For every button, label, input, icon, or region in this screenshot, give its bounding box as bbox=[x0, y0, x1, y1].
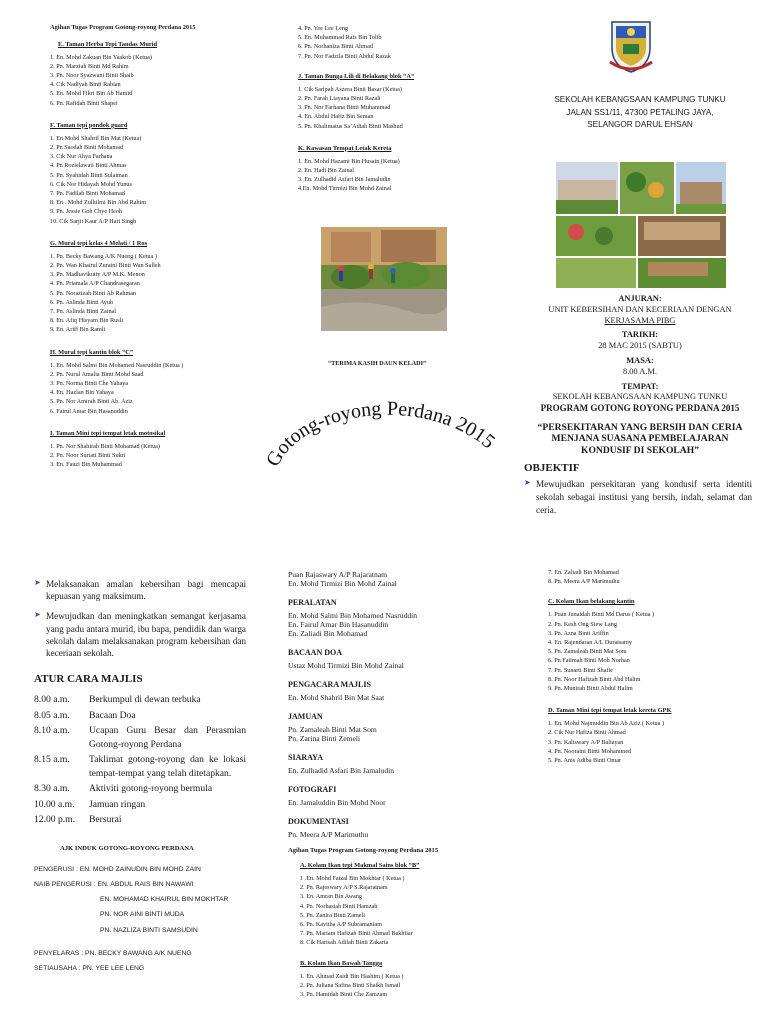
ajk-role: PENYELARAS bbox=[34, 949, 80, 957]
schedule-row bbox=[34, 709, 246, 723]
ajk-role: PENGERUSI bbox=[34, 865, 75, 873]
list-item: 8. Pn. Noor Hafizah Binti Abd Halim bbox=[548, 675, 641, 683]
ajk-role: NAIB PENGERUSI bbox=[34, 880, 92, 888]
schedule-desc: Jamuan ringan bbox=[89, 798, 146, 810]
list-item: 4. Pn. Nooraini Binti Mohammed bbox=[548, 747, 632, 755]
list-item: 2. Pn. Wan Khairul Zuraini Binti Wan Salleh bbox=[50, 262, 161, 270]
panel-bottom-middle bbox=[288, 570, 508, 1024]
list-item: 3. Pn. Kaliswary A/P Baliayan bbox=[548, 738, 624, 746]
schedule-desc: Bacaan Doa bbox=[89, 709, 136, 721]
committee-member: Pn. Meera A/P Marimuthu bbox=[288, 830, 369, 839]
schedule-row bbox=[34, 782, 246, 796]
list-item: 2. Pn. Juliana Safina Binti Shaikh Ismail bbox=[300, 981, 401, 989]
schedule-time: 8.10 a.m. bbox=[34, 725, 70, 737]
garden-photo-image bbox=[321, 227, 447, 331]
ajk-name: EN. MOHAMAD KHAIRUL BIN MOKHTAR bbox=[100, 896, 229, 904]
list-item: 1. Cik Saripah Aszera Binti Basar (Ketua) bbox=[298, 85, 402, 93]
section-heading: E. Taman Herba Tepi Tandas Murid bbox=[58, 40, 158, 48]
agihan-title-2: Agihan Tugas Program Gotong-royong Perdana 2015 bbox=[288, 847, 439, 854]
ajk-role: SETIAUSAHA bbox=[34, 964, 77, 972]
schedule-row bbox=[34, 753, 246, 780]
list-item: 3. Cik Nur Ahya Farhana bbox=[50, 153, 113, 161]
list-item: 1. Pn. Becky Bawang A/K Nueng ( Ketua ) bbox=[50, 252, 157, 260]
top-name-1: Puan Rajaswary A/P Rajaratnam bbox=[288, 570, 388, 579]
event-details bbox=[520, 294, 760, 456]
objektif-heading: OBJEKTIF bbox=[524, 462, 580, 474]
task-section bbox=[300, 862, 508, 948]
list-item: 9. Pn. Munirah Binti Abdul Halim bbox=[548, 685, 633, 693]
schedule-desc: Aktiviti gotong-royong bermula bbox=[89, 783, 213, 795]
schedule-desc: Berkumpul di dewan terbuka bbox=[89, 694, 201, 706]
schedule-desc: Taklimat gotong-royong dan ke lokasi tempat-tempat yang telah ditetapkan. bbox=[89, 754, 246, 779]
schedule-time: 8.15 a.m. bbox=[34, 754, 70, 766]
member-list bbox=[50, 134, 276, 226]
ajk-name: : PN. BECKY BAWANG A/K NUENG bbox=[81, 949, 192, 957]
schedule-row bbox=[34, 813, 246, 827]
committee-group bbox=[288, 598, 508, 638]
task-section bbox=[50, 430, 276, 470]
list-item: 1 .En. Mohd Faizal Bin Mokhtar ( Ketua ) bbox=[300, 875, 405, 882]
member-list bbox=[298, 157, 498, 194]
anjuran-label: ANJURAN: bbox=[618, 294, 662, 303]
task-section bbox=[50, 349, 276, 416]
list-item: 5. En. Mohd Fikri Bin Ab Hamid bbox=[50, 90, 133, 98]
list-item: 8. Pn. Meera A/P Marimuthu bbox=[548, 578, 620, 586]
member-list bbox=[50, 53, 276, 108]
list-item: 7. Pn. Fadilah Binti Mohamad bbox=[50, 190, 125, 198]
member-list bbox=[300, 874, 508, 948]
list-item: 1. En. Mohd Zakuan Bin Yaakob (Ketua) bbox=[50, 53, 152, 61]
list-item: 2. Pn Saodah Binti Mohamad bbox=[50, 144, 124, 152]
member-list bbox=[548, 719, 760, 765]
panel-bottom-right bbox=[548, 568, 760, 968]
p6-top-list bbox=[548, 568, 760, 586]
slogan bbox=[520, 422, 760, 457]
top-name-2: En. Mohd Tirmizi Bin Mohd Zainal bbox=[288, 579, 397, 588]
list-item: 2. Pn. Kesh Ong Siew Lang bbox=[548, 620, 617, 628]
committee-label: PERALATAN bbox=[288, 598, 337, 607]
list-item: 3. Pn. Madhavikutty A/P M.K. Menon bbox=[50, 271, 145, 279]
p1-sections bbox=[48, 41, 276, 470]
task-section bbox=[50, 41, 276, 108]
ajk-row bbox=[34, 923, 246, 938]
school-state: SELANGOR DARUL EHSAN bbox=[587, 120, 693, 129]
list-item: 3. Pn. Azna Binti Ariffin bbox=[548, 629, 609, 637]
list-item: 7. En. Zaliadi Bin Mohamad bbox=[548, 569, 619, 576]
tempat-value: SEKOLAH KEBANGSAAN KAMPUNG TUNKU bbox=[552, 392, 728, 402]
objektif-item-2 bbox=[34, 578, 246, 602]
task-section bbox=[298, 145, 498, 194]
thanks-caption: “TERIMA KASIH DAUN KELADI” bbox=[328, 360, 427, 367]
member-list bbox=[50, 442, 276, 470]
slogan-line-3: KONDUSIF DI SEKOLAH” bbox=[581, 444, 699, 456]
ajk-name: : PN. YEE LEE LENG bbox=[78, 964, 145, 972]
list-item: 7. Pn. Nor Fadzila Binti Abdul Razak bbox=[298, 52, 391, 60]
committee-label: FOTOGRAFI bbox=[288, 785, 337, 794]
committee-label: PENGACARA MAJLIS bbox=[288, 680, 371, 689]
list-item: 2. En. Hadi Bin Zainal bbox=[298, 167, 355, 175]
panel-top-right bbox=[520, 18, 760, 538]
committee-member: Pn. Zarina Binti Zemeli bbox=[288, 734, 361, 743]
list-item: 10. Cik Sarjit Kaur A/P Hari Singh bbox=[50, 217, 137, 225]
objektif-text-2: Melaksanakan amalan kebersihan bagi mencapai kepuasan yang maksimum. bbox=[46, 579, 246, 602]
committee-member: Ustaz Mohd Tirmizi Bin Mohd Zainal bbox=[288, 661, 404, 670]
bullet-arrow-icon: ➤ bbox=[34, 610, 41, 620]
arched-title bbox=[262, 398, 502, 478]
committee-group bbox=[288, 648, 508, 670]
committee-member: En. Mohd Shahril Bin Mat Saat bbox=[288, 693, 385, 702]
task-section bbox=[298, 73, 498, 131]
list-item: 1. Pn. Nor Shahirah Binti Mohamad (Ketua) bbox=[50, 442, 160, 450]
tarikh-value: 28 MAC 2015 (SABTU) bbox=[598, 341, 682, 351]
list-item: 6. Pn Fatimah Binti Moh Norhan bbox=[548, 657, 630, 665]
masa-label: MASA: bbox=[626, 355, 654, 365]
list-item: 3. Pn. Norma Binti Che Yahaya bbox=[50, 380, 129, 388]
slogan-line-2: MENJANA SUASANA PEMBELAJARAN bbox=[551, 433, 729, 445]
ajk-row bbox=[34, 907, 246, 922]
list-item: 6. Cik Nor Hidayah Mohd Yunus bbox=[50, 180, 132, 188]
section-heading: K. Kawasan Tempat Letak Kereta bbox=[298, 144, 392, 152]
ajk-row bbox=[34, 862, 246, 877]
committee-member: En. Zaliadi Bin Mohamad bbox=[288, 629, 368, 638]
list-item: 3. En. Zulhadid Asfari Bin Jamaludin bbox=[298, 176, 391, 184]
school-name: SEKOLAH KEBANGSAAN KAMPUNG TUNKU bbox=[554, 95, 726, 104]
p5-groups bbox=[288, 598, 508, 839]
list-item: 3. En. Fauzi Bin Muhammad bbox=[50, 461, 122, 469]
bullet-arrow-icon: ➤ bbox=[524, 478, 531, 487]
schedule-desc: Bersurai bbox=[89, 814, 122, 826]
list-item: 5. Pn. Zanira Binti Zameli bbox=[300, 911, 365, 919]
list-item: 6. Pn. Aslinda Binti Ayub bbox=[50, 298, 114, 306]
list-item: 8. En . Mohd Zulhilmi Bin Abd Rahim bbox=[50, 199, 147, 207]
list-item: 4. Pn. Yee Lee Leng bbox=[298, 25, 349, 32]
list-item: 6. Pn. Kavitha A/P Subramaniam bbox=[300, 921, 382, 929]
atur-cara-heading: ATUR CARA MAJLIS bbox=[34, 673, 143, 686]
committee-group bbox=[288, 712, 508, 743]
school-address bbox=[520, 94, 760, 132]
section-heading: F. Taman tepi pondok guard bbox=[50, 121, 128, 129]
schedule-time: 10.00 a.m. bbox=[34, 798, 75, 810]
list-item: 5. Pn. Anis Adiba Binti Omar bbox=[548, 757, 622, 765]
objektif-item-1 bbox=[524, 478, 752, 516]
list-item: 2. Pn. Nurul Amalia Binti Mohd Saad bbox=[50, 370, 144, 378]
section-heading: D. Taman Mini tepi tempat letak kereta GPK bbox=[548, 707, 672, 715]
committee-label: DOKUMENTASI bbox=[288, 817, 349, 826]
member-list bbox=[50, 252, 276, 335]
schedule-row bbox=[34, 798, 246, 812]
list-item: 9. Pn. Jessie Goh Chye Heoh bbox=[50, 208, 123, 216]
list-item: 5. Pn. Zamaleah Binti Mat Som bbox=[548, 648, 627, 656]
task-section bbox=[50, 122, 276, 226]
list-item: 6. Pn. Norhaniza Binti Ahmad bbox=[298, 43, 373, 51]
program-title: PROGRAM GOTONG ROYONG PERDANA 2015 bbox=[540, 403, 740, 414]
section-heading: J. Taman Bunga Lili di Belakang blok “A” bbox=[298, 72, 415, 80]
objektif-text-1: Mewujudkan persekitaran yang kondusif serta identiti sekolah sebagai institusi yang bersih, indah, selamat dan ceria. bbox=[536, 479, 752, 515]
list-item: 4. En. Hazlan Bin Yahaya bbox=[50, 389, 114, 397]
list-item: 3. Pn. Hamidah Binti Che Zamzam bbox=[300, 991, 388, 999]
list-item: 9. En. Ariff Bin Ramli bbox=[50, 326, 106, 334]
ajk-name: : EN. ABDUL RAIS BIN NAWAWI bbox=[93, 880, 194, 888]
task-section bbox=[548, 598, 760, 693]
committee-label: JAMUAN bbox=[288, 712, 323, 721]
ajk-name: : EN. MOHD ZAINUDIN BIN MOHD ZAIN bbox=[75, 865, 201, 873]
list-item: 6. Fairul Amar Bin Hasanuddin bbox=[50, 407, 128, 415]
school-crest-icon bbox=[608, 18, 654, 74]
list-item: 5. Pn. Norazizah Binti Ab Rahman bbox=[50, 289, 137, 297]
tempat-label: TEMPAT: bbox=[621, 381, 659, 391]
member-list bbox=[548, 610, 760, 693]
committee-member: En. Mohd Salmi Bin Mohamed Nasruddin bbox=[288, 611, 418, 620]
anjuran-line-2: KERJASAMA PIBG bbox=[604, 315, 676, 325]
list-item: 1. En. Mohd Hazami Bin Husain (Ketua) bbox=[298, 157, 400, 165]
ajk-row bbox=[34, 892, 246, 907]
committee-member: En. Jamaluddin Bin Mohd Noor bbox=[288, 798, 386, 807]
list-item: 1. En. Mohd Salmi Bin Mohamed Nasruddin (Ketua ) bbox=[50, 361, 184, 369]
section-heading: B. Kolam Ikan Bawah Tangga bbox=[300, 959, 383, 967]
school-street: JALAN SS1/11, 47300 PETALING JAYA, bbox=[566, 107, 714, 117]
panel-top-left bbox=[48, 24, 276, 524]
member-list bbox=[50, 361, 276, 416]
list-item: 4. Cik Nadiyah Binti Rabian bbox=[50, 81, 121, 89]
committee-group bbox=[288, 817, 508, 839]
list-item: 5. En. Muhammad Rais Bin Tolib bbox=[298, 34, 382, 42]
list-item: 6. Pn. Rafidah Binti Shapei bbox=[50, 99, 118, 107]
section-heading: G. Mural tepi kelas 4 Melati / 1 Ros bbox=[50, 239, 148, 247]
section-heading: A. Kolam Ikan tepi Makmal Sains blok “B” bbox=[300, 862, 420, 869]
list-item: 4. Pn. Priamala A/P Chandrasegaran bbox=[50, 280, 140, 288]
p5-sections bbox=[300, 862, 508, 999]
anjuran-line-1: UNIT KEBERSIHAN DAN KECERIAAN DENGAN bbox=[548, 304, 732, 314]
committee-group bbox=[288, 785, 508, 807]
list-item: 2. Pn. Marziah Binti Md Rahim bbox=[50, 62, 129, 70]
ajk-row bbox=[34, 946, 246, 961]
list-item: 1. Puan Junaidah Binti Md Darus ( Ketua ) bbox=[548, 611, 655, 619]
list-item: 2. Pn. Noor Suriati Binti Sukri bbox=[50, 452, 126, 460]
masa-value: 8.00 A.M. bbox=[623, 366, 657, 376]
slogan-line-1: “PERSEKITARAN YANG BERSIH DAN CERIA bbox=[537, 421, 743, 433]
ajk-name: PN. NOR AINI BINTI MUDA bbox=[100, 911, 185, 919]
p2-sections bbox=[298, 73, 498, 194]
objektif-item-3 bbox=[34, 610, 246, 659]
schedule-time: 12.00 p.m. bbox=[34, 814, 76, 826]
list-item: 3. Pn. Noor Syazwani Binti Shaib bbox=[50, 72, 134, 79]
list-item: 5. Pn. Syahidah Binti Sulaiman bbox=[50, 171, 128, 179]
committee-group bbox=[288, 680, 508, 702]
committee-member: Pn. Zamaleah Binti Mat Som bbox=[288, 725, 377, 734]
list-item: 8. En. Afiq Hisyam Bin Rusli bbox=[50, 317, 124, 325]
arched-title-path: Gotong-royong Perdana 2015 bbox=[262, 398, 500, 471]
list-item: 1. En. Mohd Najmuddin Bin Ab Aziz ( Ketua ) bbox=[548, 720, 664, 728]
committee-label: BACAAN DOA bbox=[288, 648, 342, 657]
garden-photo bbox=[321, 227, 447, 331]
list-item: 3. En. Amran Bin Awang bbox=[300, 893, 362, 901]
schedule-time: 8.00 a.m. bbox=[34, 694, 70, 706]
list-item: 8. Cik Harisah Adilah Binti Zakaria bbox=[300, 939, 389, 947]
schedule-time: 8.30 a.m. bbox=[34, 783, 70, 795]
arched-title-text bbox=[262, 398, 499, 470]
member-list bbox=[298, 85, 498, 131]
list-item: 2. Pn. Farah Liayana Binti Razali bbox=[298, 95, 381, 103]
p6-sections bbox=[548, 598, 760, 765]
panel-bottom-left bbox=[34, 578, 246, 1024]
schedule-row bbox=[34, 693, 246, 707]
schedule-row bbox=[34, 724, 246, 751]
list-item: 4. Pn. Norhasiah Binti Hamzah bbox=[300, 902, 378, 910]
schedule-time: 8.05 a.m. bbox=[34, 709, 70, 721]
section-heading: C. Kolam Ikan belakang kantin bbox=[548, 598, 635, 606]
section-heading: H. Mural tepi kantin blok “C” bbox=[50, 348, 134, 356]
schedule-desc: Ucapan Guru Besar dan Perasmian Gotong-royong Perdana bbox=[89, 725, 246, 750]
member-list bbox=[300, 972, 508, 1000]
list-item: 4.En. Mohd Tirmizi Bin Mohd Zainal bbox=[298, 185, 392, 193]
p2-top-list bbox=[298, 24, 498, 61]
ajk-name: PN. NAZLIZA BINTI SAMSUDIN bbox=[100, 926, 198, 934]
committee-group bbox=[288, 753, 508, 775]
list-item: 1. En. Ahmad Zaidi Bin Hashim ( Ketua ) bbox=[300, 972, 404, 980]
list-item: 7. Pn. Aslinda Binti Zainal bbox=[50, 308, 116, 316]
ajk-title: AJK INDUK GOTONG-ROYONG PERDANA bbox=[60, 844, 194, 852]
list-item: 5. Pn. Nor Amirah Binti Ab. Aziz bbox=[50, 398, 133, 406]
list-item: 4. En. Rajendaran A/L Duraisamy bbox=[548, 639, 632, 647]
list-item: 4. En. Abdul Hafiz Bin Seman bbox=[298, 113, 374, 121]
school-collage-photo bbox=[556, 162, 726, 288]
task-section bbox=[50, 240, 276, 335]
tarikh-label: TARIKH: bbox=[621, 330, 659, 340]
objektif-text-3: Mewujudkan dan meningkatkan semangat kerjasama yang padu antara murid, ibu bapa, pendidik dan warga sekolah dalam melaksanakan program kebersihan dan keceriaan sekolah. bbox=[46, 611, 246, 659]
list-item: 2. Pn. Rajeswary A/P S.Rajaratnam bbox=[300, 884, 388, 892]
section-heading: I. Taman Mini tepi tempat letak motosikal bbox=[50, 429, 166, 437]
list-item: 3. Pn. Nor Farhana Binti Muhammad bbox=[298, 104, 391, 112]
agihan-title: Agihan Tugas Program Gotong-royong Perdana 2015 bbox=[50, 24, 196, 31]
list-item: 4. Pn Rozielawati Binti Ahmas bbox=[50, 162, 127, 170]
task-section bbox=[300, 960, 508, 1000]
list-item: 2. Cik Nur Hafiza Binti Ahmad bbox=[548, 729, 626, 737]
list-item: 7. Pn. Mariam Hafizah Binti Ahmad Bakhtiar bbox=[300, 930, 413, 938]
ajk-row bbox=[34, 877, 246, 892]
schedule-table bbox=[34, 693, 246, 827]
list-item: 5. Pn. Khalimatus Sa’Adiah Binti Mashud bbox=[298, 122, 403, 130]
committee-label: SIARAYA bbox=[288, 753, 323, 762]
ajk-list bbox=[34, 862, 246, 976]
committee-member: En. Fairul Amar Bin Hasanuddin bbox=[288, 620, 389, 629]
bullet-arrow-icon: ➤ bbox=[34, 578, 41, 587]
committee-member: En. Zulhadid Asfari Bin Jamaludin bbox=[288, 766, 395, 775]
list-item: 7. Pn. Sunarti Binti Shafie bbox=[548, 666, 613, 674]
task-section bbox=[548, 707, 760, 765]
list-item: 1. En Mohd Shahril Bin Mat (Ketua) bbox=[50, 134, 142, 142]
ajk-row bbox=[34, 961, 246, 976]
